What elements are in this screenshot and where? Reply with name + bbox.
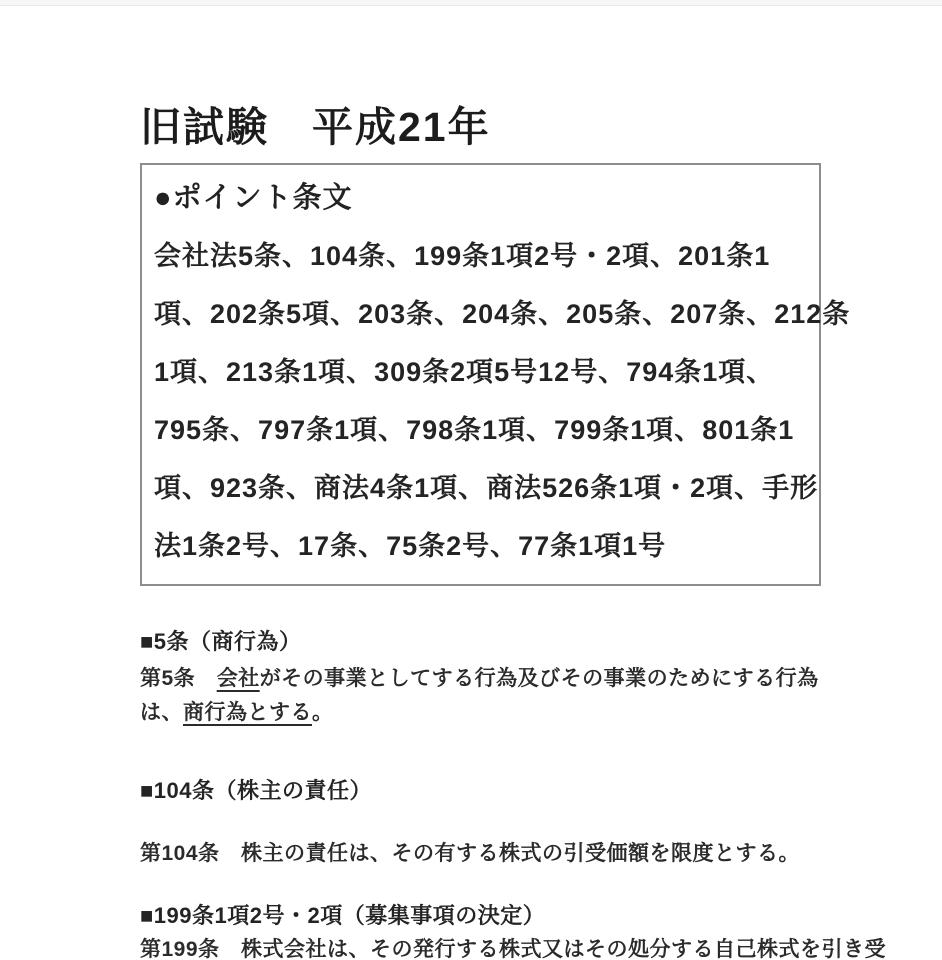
body-text: がその事業としてする行為及びその事業のためにする行為は、 (140, 667, 819, 724)
section-body: 第104条 株主の責任は、その有する株式の引受価額を限度とする。 (140, 842, 801, 865)
section-heading: ■104条（株主の責任） (140, 778, 372, 803)
point-box-line: 会社法5条、104条、199条1項2号・2項、201条1 (154, 241, 771, 271)
point-box-heading: ●ポイント条文 (154, 182, 353, 214)
point-box-line: 法1条2号、17条、75条2号、77条1項1号 (154, 531, 667, 561)
section-heading: ■199条1項2号・2項（募集事項の決定） (140, 903, 546, 928)
section-article-5 (140, 627, 846, 730)
point-box-line: 項、202条5項、203条、204条、205条、207条、212条 (154, 299, 851, 329)
section-article-104 (140, 776, 846, 871)
point-box-line: 795条、797条1項、798条1項、799条1項、801条1 (154, 415, 795, 445)
point-box-line: 1項、213条1項、309条2項5号12号、794条1項、 (154, 357, 775, 387)
section-body (140, 662, 846, 730)
section-body: 第199条 株式会社は、その発行する株式又はその処分する自己株式を引き受 (140, 938, 887, 960)
point-box-line: 項、923条、商法4条1項、商法526条1項・2項、手形 (154, 473, 819, 503)
point-box-body (154, 227, 851, 575)
body-text: 第5条 (140, 667, 217, 690)
section-heading: ■5条（商行為） (140, 629, 302, 654)
top-edge-strip (0, 0, 942, 6)
underlined-text: 商行為とする (183, 701, 312, 724)
page-title: 旧試験 平成21年 (140, 104, 491, 150)
underlined-text: 会社 (216, 667, 260, 690)
point-articles-box (140, 163, 851, 586)
body-text: 。 (312, 701, 334, 724)
section-article-199 (140, 901, 887, 960)
